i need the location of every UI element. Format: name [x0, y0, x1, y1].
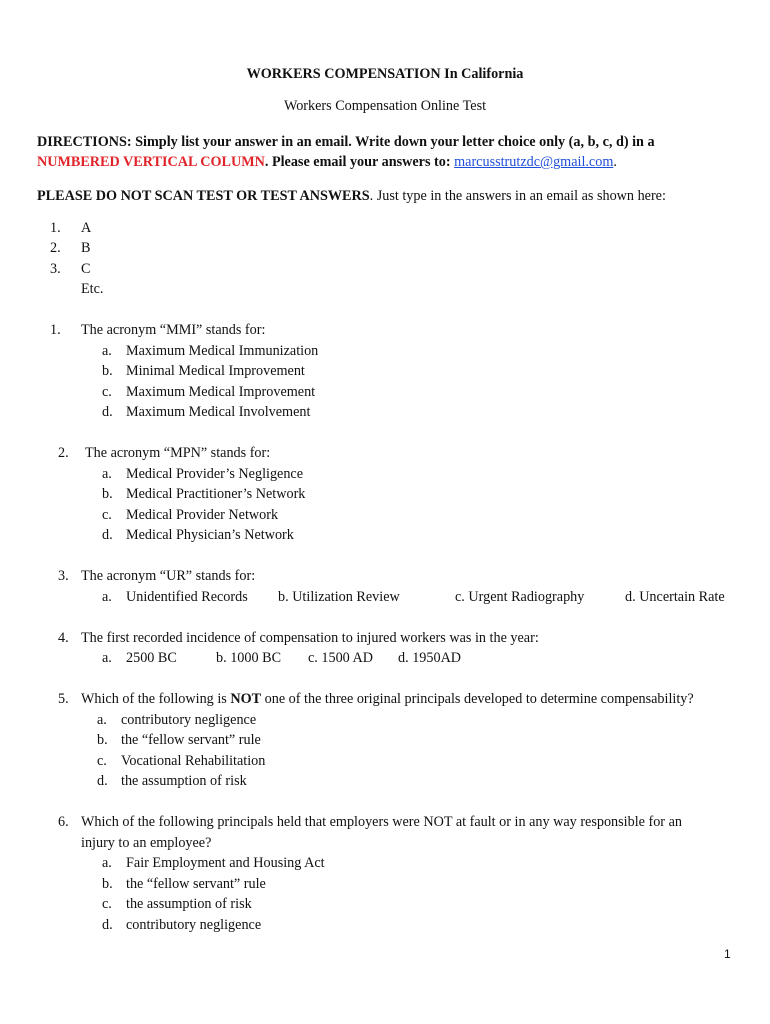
- option-text: Medical Provider’s Negligence: [126, 466, 304, 482]
- option-text: 2500 BC: [126, 650, 177, 666]
- option-letter: b.: [102, 876, 113, 892]
- directions-text: Simply list your answer in an email. Write down your letter choice only (a, b, c, d) in a: [135, 134, 655, 150]
- list-item: 3.: [50, 261, 61, 277]
- not-emphasis: NOT: [230, 691, 262, 707]
- question-text: Which of the following is NOT one of the three original principals developed to determine compensability?: [81, 691, 694, 707]
- option-text: Vocational Rehabilitation: [121, 753, 266, 769]
- question-number: 5.: [58, 691, 69, 707]
- list-item-text: A: [81, 220, 92, 236]
- option-text: Unidentified Records: [126, 589, 248, 605]
- option-text: b. 1000 BC: [216, 650, 282, 666]
- directions-email-prompt: . Please email your answers to:: [264, 154, 455, 170]
- option-text: c. 1500 AD: [308, 650, 374, 666]
- option-letter: c.: [102, 384, 112, 400]
- scan-note-rest: . Just type in the answers in an email as shown here:: [369, 188, 666, 204]
- page-title: WORKERS COMPENSATION In California: [246, 66, 524, 82]
- option-text: Minimal Medical Improvement: [126, 363, 305, 379]
- option-text: Maximum Medical Immunization: [126, 343, 319, 359]
- option-text: b. Utilization Review: [278, 589, 400, 605]
- option-text: the “fellow servant” rule: [121, 732, 261, 748]
- directions-line-2: [37, 152, 617, 172]
- option-letter: c.: [102, 896, 112, 912]
- option-text: Maximum Medical Involvement: [126, 404, 311, 420]
- list-item: 1.: [50, 220, 61, 236]
- option-text: the assumption of risk: [121, 773, 247, 789]
- option-text: contributory negligence: [126, 917, 262, 933]
- numbered-column-emphasis: NUMBERED VERTICAL COLUMN: [37, 154, 265, 170]
- question-text: The acronym “UR” stands for:: [81, 568, 256, 584]
- scan-note-bold: PLEASE DO NOT SCAN TEST OR TEST ANSWERS: [37, 188, 370, 204]
- page-number: 1: [724, 947, 731, 961]
- option-text: d. Uncertain Rate: [625, 589, 725, 605]
- option-text: the assumption of risk: [126, 896, 252, 912]
- email-link[interactable]: marcusstrutzdc@gmail.com: [454, 154, 614, 170]
- option-letter: d.: [97, 773, 108, 789]
- page-subtitle: Workers Compensation Online Test: [283, 98, 487, 114]
- option-text: Medical Practitioner’s Network: [126, 486, 306, 502]
- option-letter: d.: [102, 404, 113, 420]
- option-text: Medical Physician’s Network: [126, 527, 294, 543]
- option-letter: a.: [102, 466, 112, 482]
- question-number: 1.: [50, 322, 61, 338]
- question-text: Which of the following principals held that employers were NOT at fault or in any way responsible for an: [81, 814, 682, 830]
- question-text: The first recorded incidence of compensation to injured workers was in the year:: [81, 630, 539, 646]
- scan-note: [37, 186, 666, 206]
- list-item-text: C: [81, 261, 91, 277]
- option-text: Medical Provider Network: [126, 507, 279, 523]
- option-letter: a.: [102, 589, 112, 605]
- option-text: contributory negligence: [121, 712, 257, 728]
- option-letter: a.: [102, 343, 112, 359]
- option-text: the “fellow servant” rule: [126, 876, 266, 892]
- question-number: 4.: [58, 630, 69, 646]
- option-letter: d.: [102, 527, 113, 543]
- option-letter: b.: [97, 732, 108, 748]
- list-item: 2.: [50, 240, 61, 256]
- option-text: c. Urgent Radiography: [455, 589, 585, 605]
- option-text: d. 1950AD: [398, 650, 462, 666]
- directions-end: .: [613, 154, 617, 170]
- option-text: Fair Employment and Housing Act: [126, 855, 325, 871]
- option-letter: a.: [97, 712, 107, 728]
- option-letter: d.: [102, 917, 113, 933]
- option-letter: b.: [102, 363, 113, 379]
- option-letter: c.: [102, 507, 112, 523]
- question-number: 3.: [58, 568, 69, 584]
- directions-line-1: [37, 132, 655, 152]
- option-letter: c.: [97, 753, 107, 769]
- question-number: 6.: [58, 814, 69, 830]
- option-text: Maximum Medical Improvement: [126, 384, 316, 400]
- option-letter: a.: [102, 650, 112, 666]
- question-number: 2.: [58, 445, 69, 461]
- example-etc: Etc.: [81, 281, 104, 297]
- directions-label: DIRECTIONS:: [37, 134, 132, 150]
- question-text-line-2: injury to an employee?: [81, 835, 212, 851]
- list-item-text: B: [81, 240, 91, 256]
- question-text: The acronym “MMI” stands for:: [81, 322, 266, 338]
- question-text: The acronym “MPN” stands for:: [85, 445, 271, 461]
- option-letter: b.: [102, 486, 113, 502]
- option-letter: a.: [102, 855, 112, 871]
